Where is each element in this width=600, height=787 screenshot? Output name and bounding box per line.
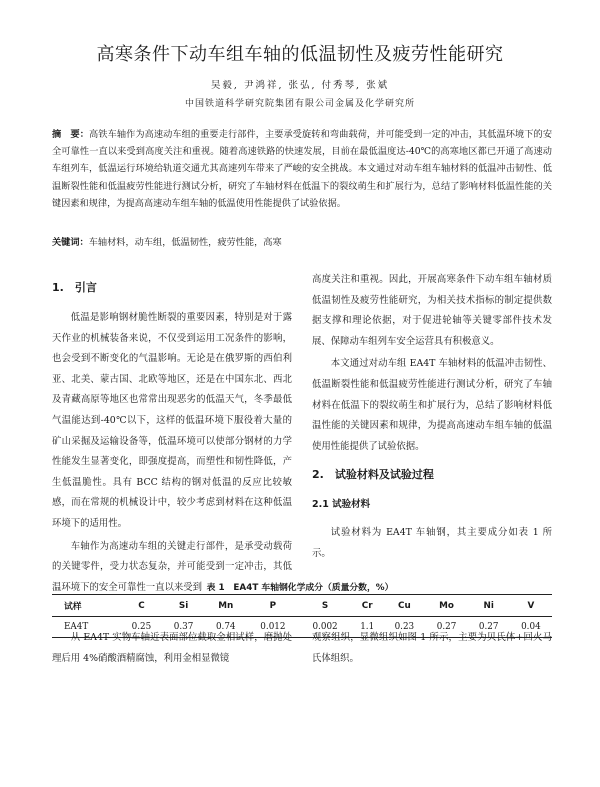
- table-caption: 表 1 EA4T 车轴钢化学成分（质量分数，%）: [206, 583, 394, 593]
- section-heading-materials: 2. 试验材料及试验过程: [312, 468, 434, 482]
- table-cell: EA4T: [52, 617, 120, 638]
- paper-title: 高寒条件下动车组车轴的低温韧性及疲劳性能研究: [96, 44, 504, 65]
- section-heading-intro: 1. 引言: [52, 281, 97, 294]
- materials-paragraph: 试验材料为 EA4T 车轴钢，其主要成分如表 1 所示。: [312, 527, 552, 559]
- left-column: [52, 270, 292, 600]
- table-header-cell: Mn: [205, 595, 247, 617]
- intro-paragraph-2-cont: 高度关注和重视。因此，开展高寒条件下动车组车轴材质低温韧性及疲劳性能研究，为相关技术指标的制定提供数据支撑和理论依据，对于促进轮轴等关键零部件技术发展、保障动车组列车安全运营具有积极意义。: [312, 274, 552, 347]
- table-header-cell: Cr: [351, 595, 383, 617]
- table-cell: 0.27: [425, 617, 467, 638]
- intro-paragraph-2: 车轴作为高速动车组的关键走行部件，是承受动载荷的关键零件，受力状态复杂，并可能受到一定冲击，其低温环境下的安全可靠性一直以来受到: [52, 540, 292, 593]
- table-cell: 0.25: [120, 617, 162, 638]
- table-header-cell: P: [247, 595, 299, 617]
- table-header-cell: Si: [163, 595, 205, 617]
- table-cell: 0.27: [468, 617, 510, 638]
- affiliation: 中国铁道科学研究院集团有限公司金属及化学研究所: [184, 99, 415, 109]
- table-header-cell: S: [299, 595, 351, 617]
- intro-paragraph-3: 本文通过对动车组 EA4T 车轴材料的低温冲击韧性、低温断裂性能和低温疲劳性能进行测试分析，研究了车轴材料在低温下的裂纹萌生和扩展行为，总结了影响材料低温性能的关键因素和规律，为提高高速动车组车轴的低温使用性能提供了试验依据。: [312, 358, 552, 452]
- keywords-text: 车轴材料，动车组，低温韧性，疲劳性能，高寒: [88, 237, 282, 248]
- table-header-cell: C: [120, 595, 162, 617]
- keywords-label: 关键词：: [52, 237, 89, 248]
- table-cell: 0.002: [299, 617, 351, 638]
- abstract-label: 摘 要：: [52, 129, 90, 140]
- table-cell: 0.23: [383, 617, 425, 638]
- right-column: [312, 270, 552, 567]
- table-header-cell: Cu: [383, 595, 425, 617]
- microstructure-paragraph-cont: 观察组织，显微组织如图 1 所示，主要为贝氏体+回火马氏体组织。: [312, 632, 552, 664]
- table-header-row: [52, 595, 552, 617]
- keywords: [52, 234, 552, 251]
- table-header-cell: Mo: [425, 595, 467, 617]
- table-header-cell: 试样: [52, 595, 120, 617]
- table-header-cell: V: [510, 595, 552, 617]
- subsection-heading-materials: 2.1 试验材料: [312, 499, 371, 511]
- abstract: [52, 126, 552, 212]
- table-cell: 0.04: [510, 617, 552, 638]
- table-cell: 1.1: [351, 617, 383, 638]
- table-cell: 0.74: [205, 617, 247, 638]
- intro-paragraph-1: 低温是影响钢材脆性断裂的重要因素，特别是对于露天作业的机械装备来说，不仅受到运用工况条件的影响，也会受到不断变化的气温影响。无论是在俄罗斯的西伯利亚、北美、蒙古国、北欧等地区，还是在中国东北、西北及青藏高原等地区也常常出现恶劣的低温天气，冬季最低气温能达到-40℃以下，这样的低温环境下服役着大量的矿山采掘及运输设备等，低温环境可以使部分钢材的力学性能发生显著变化，即强度提高，而塑性和韧性降低，产生低温脆性。具有 BCC 结构的钢对低温的反应比较敏感，而在常规的机械设计中，较少考虑到材料在这种低温环境下的适用性。: [52, 312, 292, 529]
- abstract-text: 高铁车轴作为高速动车组的重要走行部件，主要承受旋转和弯曲载荷，并可能受到一定的冲击，其低温环境下的安全可靠性一直以来受到高度关注和重视。随着高速铁路的快速发展，目前在最低温度达-40℃的高寒地区都已开通了高速动车组列车，低温运行环境给轨道交通尤其高速列车带来了严峻的安全挑战。本文通过对动车组车轴材料的低温冲击韧性、低温断裂性能和低温疲劳性能进行测试分析，研究了车轴材料在低温下的裂纹萌生和扩展行为，总结了影响材料低温性能的关键因素和规律，为提高高速动车组车轴的低温使用性能提供了试验依据。: [52, 129, 553, 209]
- microstructure-paragraph: 从 EA4T 实物车轴近表面部位截取金相试样，磨抛处理后用 4%硝酸酒精腐蚀，利用金相显微镜: [52, 632, 292, 664]
- author-list: 吴毅, 尹鸿祥, 张弘, 付秀琴, 张斌: [210, 80, 390, 91]
- table-cell: 0.012: [247, 617, 299, 638]
- table-header-cell: Ni: [468, 595, 510, 617]
- table-cell: 0.37: [163, 617, 205, 638]
